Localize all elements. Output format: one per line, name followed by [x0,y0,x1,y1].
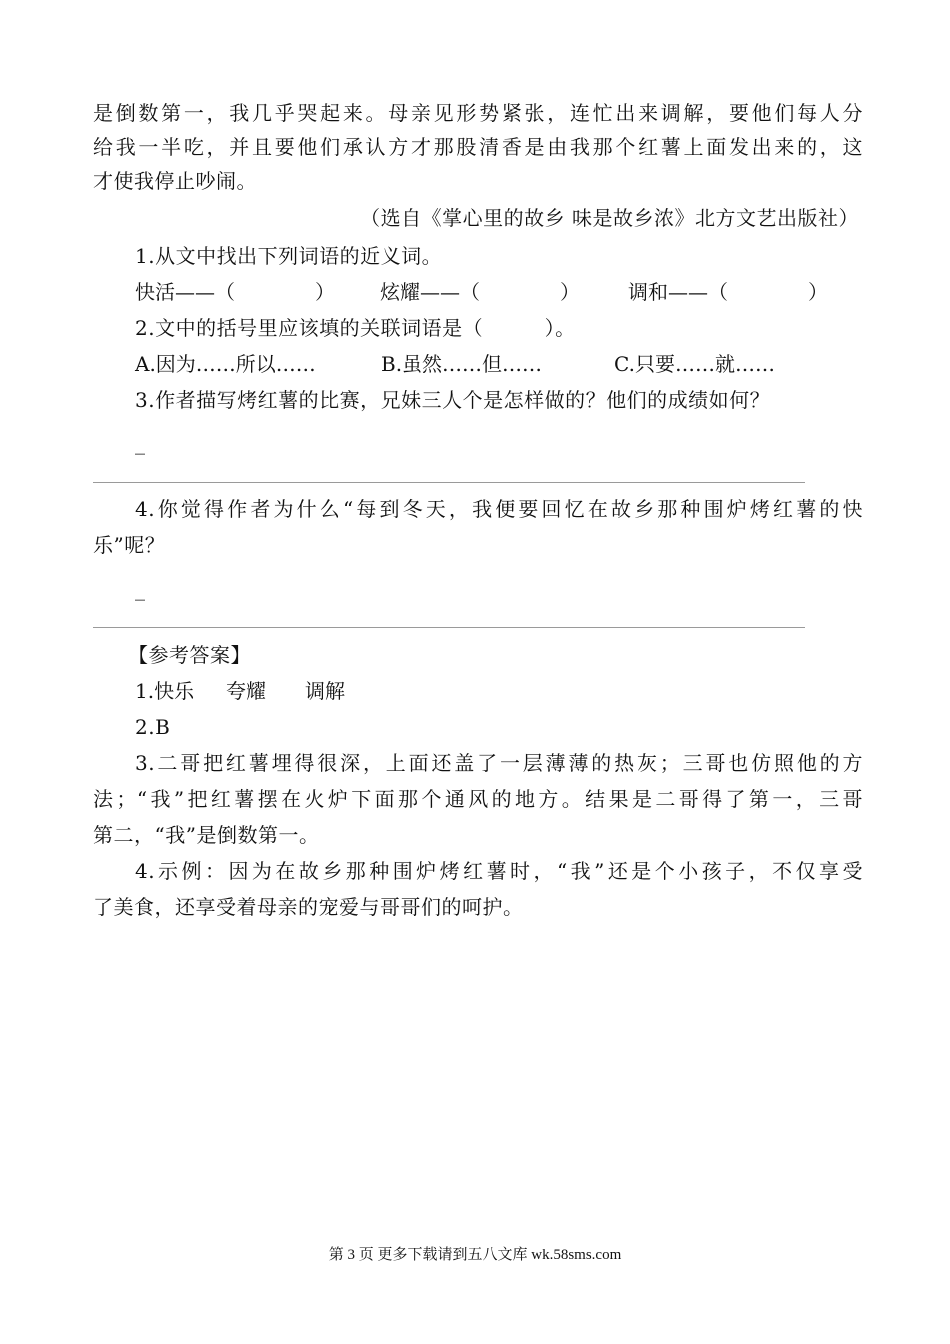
question-4-answer-line [93,627,805,628]
answer-1-word-2: 夸耀 [226,679,266,703]
question-2-prompt: 2.文中的括号里应该填的关联词语是（ ）。 [135,316,576,340]
question-1-item-2: 炫耀——（ ） [380,280,580,304]
answer-2: 2.B [135,715,171,739]
answer-4-line-1: 4.示例：因为在故乡那种围炉烤红薯时，“我”还是个小孩子，不仅享受 [135,859,863,883]
question-2-option-b: B.虽然……但…… [381,352,543,376]
answer-3-line-3: 第二，“我”是倒数第一。 [93,823,320,847]
answer-1-word-1: 1.快乐 [135,679,195,703]
question-4-line-1: 4.你觉得作者为什么“每到冬天，我便要回忆在故乡那种围炉烤红薯的快 [135,497,863,521]
question-1-item-1: 快活——（ ） [135,280,335,304]
passage-source: （选自《掌心里的故乡 味是故乡浓》北方文艺出版社） [360,206,859,230]
page-footer: 第 3 页 更多下载请到五八文库 wk.58sms.com [328,1247,622,1263]
question-1-prompt: 1.从文中找出下列词语的近义词。 [135,244,443,268]
question-2-option-a: A.因为……所以…… [135,352,316,376]
answer-3-line-1: 3.二哥把红薯埋得很深，上面还盖了一层薄薄的热灰；三哥也仿照他的方 [135,751,863,775]
question-3-answer-line [93,482,805,483]
question-2-option-c: C.只要……就…… [614,352,775,376]
passage-line-1: 是倒数第一，我几乎哭起来。母亲见形势紧张，连忙出来调解，要他们每人分 [93,101,863,125]
answer-1-word-3: 调解 [305,679,345,703]
question-4-blank: _ [135,577,145,601]
passage-line-2: 给我一半吃，并且要他们承认方才那股清香是由我那个红薯上面发出来的，这 [93,135,863,159]
question-3-prompt: 3.作者描写烤红薯的比赛，兄妹三人个是怎样做的？他们的成绩如何？ [135,388,771,412]
question-3-blank: _ [135,431,145,455]
question-1-item-3: 调和——（ ） [628,280,828,304]
question-4-line-2: 乐”呢？ [93,533,166,557]
answer-4-line-2: 了美食，还享受着母亲的宠爱与哥哥们的呵护。 [93,895,524,919]
answer-3-line-2: 法；“我”把红薯摆在火炉下面那个通风的地方。结果是二哥得了第一，三哥 [93,787,863,811]
answers-heading: 【参考答案】 [128,643,251,667]
passage-line-3: 才使我停止吵闹。 [93,169,257,193]
